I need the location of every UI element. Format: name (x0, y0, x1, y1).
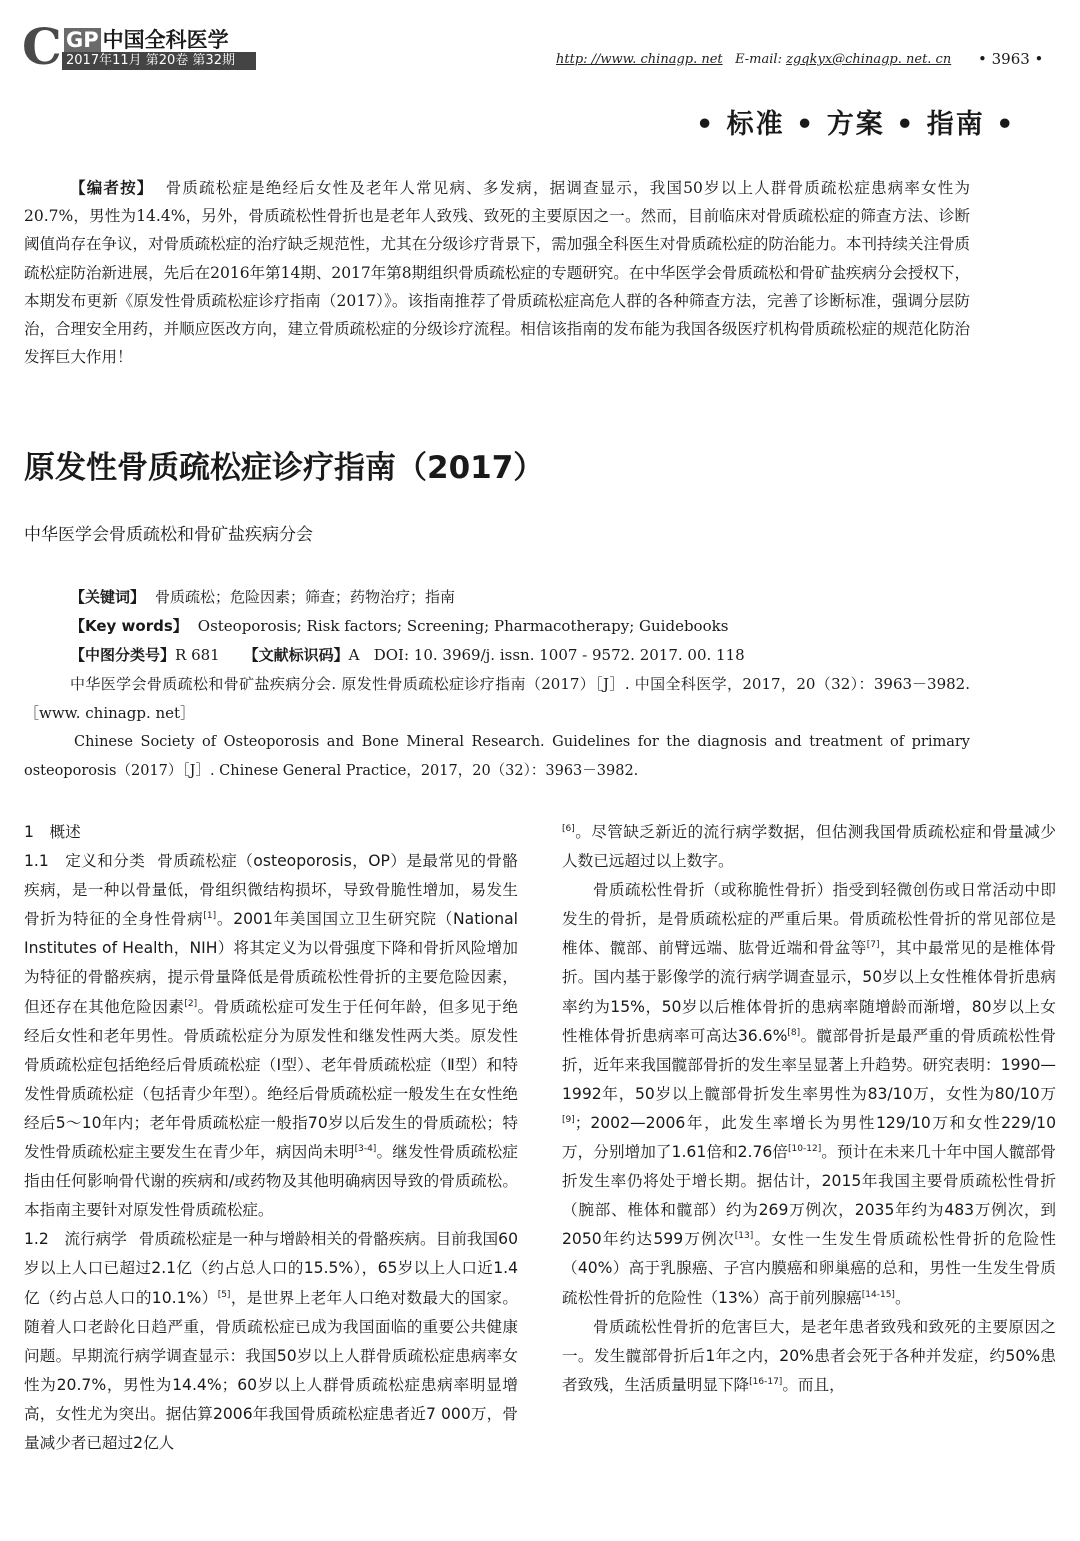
text: 骨质疏松性骨折的危害巨大，是老年患者致残和致死的主要原因之一。发生髋部骨折后1年之内，20%患者会死于各种并发症，约50%患者致残，生活质量明显下降 (562, 1317, 1056, 1394)
subsection-heading-1-1: 1.1 定义和分类 (24, 852, 146, 871)
classification-line (70, 644, 745, 665)
citation-cn: 中华医学会骨质疏松和骨矿盐疾病分会. 原发性骨质疏松症诊疗指南（2017）［J］. 中国全科医学，2017，20（32）：3963－3982. ［www. chinagp. net］ (24, 675, 970, 722)
body-column-right (562, 818, 1056, 1400)
reference: [10-12] (788, 1143, 822, 1154)
reference: [2] (184, 998, 198, 1009)
website-link[interactable]: http: //www. chinagp. net (556, 52, 723, 67)
keywords-en-label: 【Key words】 (70, 617, 188, 635)
keywords: 骨质疏松；危险因素；筛查；药物治疗；指南 (155, 588, 456, 606)
section-title: • 标准 • 方案 • 指南 • (696, 109, 1016, 140)
journal-name: 中国全科医学 (102, 28, 229, 52)
reference: [16-17] (749, 1376, 783, 1387)
text: 。 (894, 1288, 911, 1307)
author: 中华医学会骨质疏松和骨矿盐疾病分会 (24, 525, 313, 545)
doc-code: A (348, 646, 360, 664)
text: 骨质疏松性骨折（或称脆性骨折）指受到轻微创伤或日常活动中即发生的骨折，是骨质疏松症的严重后果。骨质疏松性骨折的常见部位是椎体、髋部、前臂远端、肱骨近端和骨盆等 (562, 881, 1056, 958)
text: 。继发性骨质疏松症指由任何影响骨代谢的疾病和/或药物及其他明确病因导致的骨质疏松。本指南主要针对原发性骨质疏松症。 (24, 1143, 518, 1220)
text: 。女性一生发生骨质疏松性骨折的危险性（40%）高于乳腺癌、子宫内膜癌和卵巢癌的总和，男性一生发生骨质疏松性骨折的危险性（13%）高于前列腺癌 (562, 1230, 1056, 1307)
page-number: • 3963 • (978, 50, 1044, 68)
paper-title: 原发性骨质疏松症诊疗指南（2017） (24, 450, 545, 486)
keywords-en-line (70, 615, 728, 636)
doc-label: 【文献标识码】 (243, 646, 349, 664)
reference: [14-15] (861, 1289, 895, 1300)
keywords-line (70, 586, 455, 607)
text: 。骨质疏松症可发生于任何年龄，但多见于绝经后女性和老年男性。骨质疏松症分为原发性和继发性两大类。原发性骨质疏松症包括绝经后骨质疏松症（Ⅰ型）、老年骨质疏松症（Ⅱ型）和特发性骨质疏松症（包括青少年型）。绝经后骨质疏松症一般发生在女性绝经后5～10年内；老年骨质疏松症一般指70岁以后发生的骨质疏松；特发性骨质疏松症主要发生在青少年，病因尚未明 (24, 997, 518, 1162)
text: ，其中最常见的是椎体骨折。国内基于影像学的流行病学调查显示，50岁以上女性椎体骨折患病率约为15%，50岁以后椎体骨折的患病率随增龄而渐增，80岁以上女性椎体骨折患病率可高达36.6% (562, 939, 1056, 1045)
section-heading-1: 1 概述 (24, 823, 81, 841)
reference: [8] (787, 1027, 801, 1038)
paragraph-harm (562, 1313, 1056, 1400)
text: 。预计在未来几十年中国人髋部骨折发生率仍将处于增长期。据估计，2015年我国主要骨质疏松性骨折（腕部、椎体和髋部）约为269万例次，2035年约为483万例次，到2050年约达599万例次 (562, 1143, 1056, 1249)
keywords-en: Osteoporosis; Risk factors; Screening; Pharmacotherapy; Guidebooks (197, 617, 729, 635)
paragraph-1-2-tail (562, 818, 1056, 876)
text: 。尽管缺乏新近的流行病学数据，但估测我国骨质疏松症和骨量减少人数已远超过以上数字。 (562, 823, 1056, 871)
text: ；2002—2006年，此发生率增长为男性129/10万和女性229/10万，分别增加了1.61倍和2.76倍 (562, 1113, 1056, 1162)
body-column-left (24, 818, 518, 1458)
text: 。2001年美国国立卫生研究院（National Institutes of Health，NIH）将其定义为以骨强度下降和骨折风险增加为特征的骨骼疾病，提示骨量降低是骨质疏松性骨折的主要危险因素，但还存在其他危险因素 (24, 910, 518, 1016)
text: 。而且， (782, 1375, 845, 1394)
reference: [9] (562, 1114, 575, 1125)
reference: [1] (203, 911, 217, 922)
subsection-heading-1-2: 1.2 流行病学 (24, 1230, 127, 1249)
email-link[interactable]: zgqkyx@chinagp. net. cn (786, 52, 952, 67)
reference: [3-4] (354, 1143, 377, 1154)
editor-note-text: 骨质疏松症是绝经后女性及老年人常见病、多发病，据调查显示，我国50岁以上人群骨质疏松症患病率女性为20.7%，男性为14.4%，另外，骨质疏松性骨折也是老年人致残、致死的主要原因之一。然而，目前临床对骨质疏松症的筛查方法、诊断阈值尚存在争议，对骨质疏松症的治疗缺乏规范性，尤其在分级诊疗背景下，需加强全科医生对骨质疏松症的防治能力。本刊持续关注骨质疏松症防治新进展，先后在2016年第14期、2017年第8期组织骨质疏松症的专题研究。在中华医学会骨质疏松和骨矿盐疾病分会授权下，本期发布更新《原发性骨质疏松症诊疗指南（2017）》。该指南推荐了骨质疏松症高危人群的各种筛查方法，完善了诊断标准，强调分层防治，合理安全用药，并顺应医改方向，建立骨质疏松症的分级诊疗流程。相信该指南的发布能为我国各级医疗机构骨质疏松症的规范化防治发挥巨大作用！ (24, 179, 970, 367)
journal-logo-c: C (22, 17, 62, 76)
editor-note (24, 174, 970, 371)
text: 骨质疏松症（osteoporosis，OP）是最常见的骨骼疾病，是一种以骨量低，骨组织微结构损坏，导致骨脆性增加，易发生骨折为特征的全身性骨病 (24, 852, 518, 929)
editor-note-label: 【编者按】 (70, 179, 154, 197)
clc: R 681 (175, 646, 220, 664)
issue-info: 2017年11月 第20卷 第32期 (62, 52, 256, 70)
clc-label: 【中图分类号】 (70, 646, 176, 664)
paragraph-1-2-cont: ，是世界上老年人口绝对数最大的国家。随着人口老龄化日趋严重，骨质疏松症已成为我国面临的重要公共健康问题。早期流行病学调查显示：我国50岁以上人群骨质疏松症患病率女性为20.7%，男性为14.4%；60岁以上人群骨质疏松症患病率明显增高，女性尤为突出。据估算2006年我国骨质疏松症患者近7 000万，骨量减少者已超过2亿人 (24, 1288, 518, 1452)
paragraph-fracture (562, 876, 1056, 1312)
text: 。髋部骨折是最严重的骨质疏松性骨折，近年来我国髋部骨折的发生率呈显著上升趋势。研究表明：1990—1992年，50岁以上髋部骨折发生率男性为83/10万，女性为80/10万 (562, 1026, 1056, 1103)
reference: [5] (217, 1289, 231, 1300)
doi: DOI: 10. 3969/j. issn. 1007 - 9572. 2017. 00. 118 (373, 646, 745, 664)
citation-en: Chinese Society of Osteoporosis and Bone Mineral Research. Guidelines for the diagnosis and treatment of primary osteoporosis（2017）［J］. Chinese General Practice，2017，20（32）：3963－3982. (24, 734, 970, 779)
logo-gp: GP (66, 28, 99, 52)
journal-logo (64, 24, 229, 54)
reference: [7] (866, 940, 880, 951)
keywords-label: 【关键词】 (70, 588, 146, 606)
reference: [6] (562, 823, 575, 834)
reference: [13] (734, 1231, 754, 1242)
email-label: E-mail: (735, 52, 782, 67)
text: 骨质疏松症是一种与增龄相关的骨骼疾病。目前我国60岁以上人口已超过2.1亿（约占总人口的15.5%），65岁以上人口近1.4亿（约占总人口的10.1%） (24, 1230, 518, 1307)
header-links (556, 52, 951, 67)
paragraph-1-2 (24, 1225, 518, 1458)
paragraph-1-1 (24, 847, 518, 1225)
